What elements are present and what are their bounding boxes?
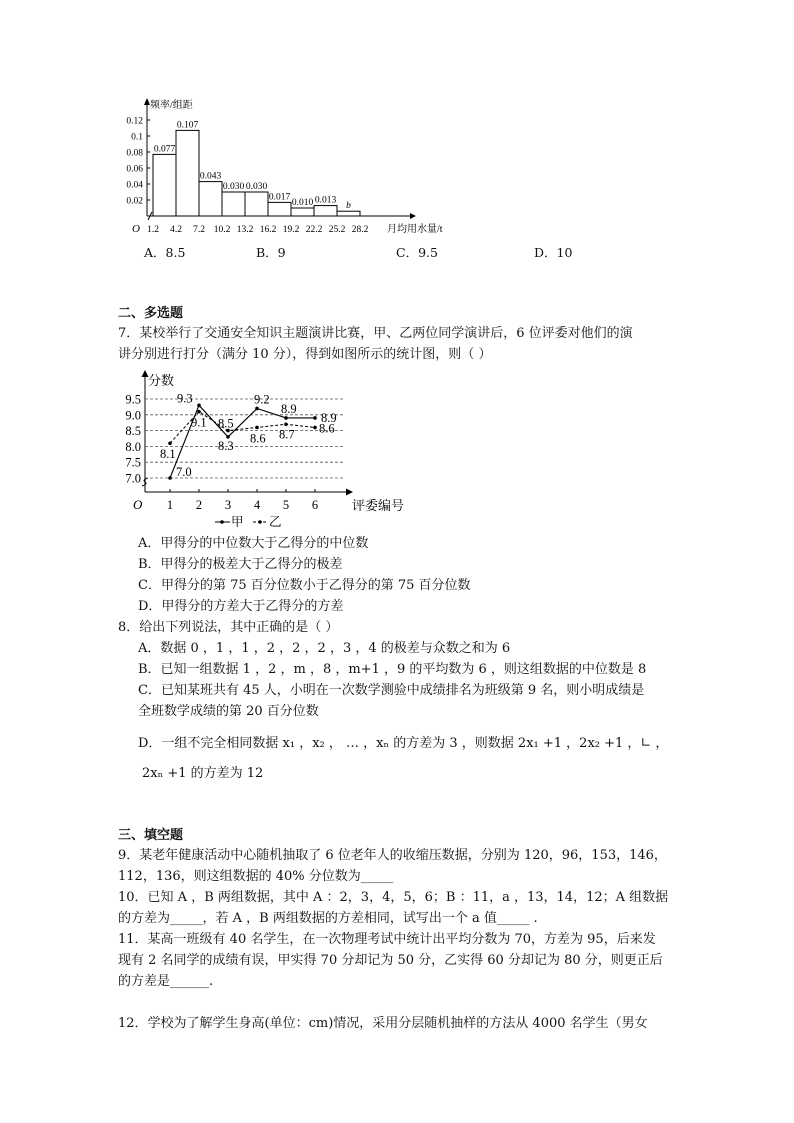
- x-axis-arrow: [346, 489, 353, 496]
- y-tick-label: 0.06: [126, 164, 143, 175]
- data-label-jia: 9.3: [177, 391, 193, 406]
- bar-value-label: 0.077: [153, 144, 176, 155]
- legend-marker-yi: [258, 520, 262, 524]
- q8-option-d-line2: 2xₙ +1 的方差为 12: [142, 766, 264, 781]
- x-tick-label: 1: [166, 498, 174, 512]
- x-tick-label: 6: [311, 498, 319, 512]
- score-line-chart: [112, 368, 412, 530]
- x-tick-label: 28.2: [351, 225, 369, 235]
- histogram-bar: [337, 211, 360, 216]
- q9-line2: 112，136，则这组数据的 40% 分位数为_____: [118, 869, 394, 884]
- q10-line2: 的方差为_____，若 A ，B 两组数据的方差相同，试写出一个 a 值_____ .: [118, 911, 538, 926]
- data-label-yi: 9.1: [191, 415, 207, 430]
- bar-value-label: 0.043: [199, 171, 222, 182]
- data-label-yi: 8.6: [319, 421, 335, 436]
- data-label-yi: 8.7: [279, 427, 295, 442]
- y-axis-label: 分数: [148, 373, 175, 388]
- q12-line1: 12．学校为了解学生身高(单位：cm)情况，采用分层随机抽样的方法从 4000 名学生（男女: [118, 1016, 648, 1031]
- y-tick-label: 9.5: [125, 392, 141, 407]
- y-tick-label: 0.02: [126, 196, 143, 207]
- histogram-chart: [110, 95, 450, 240]
- data-label-jia: 9.2: [254, 392, 270, 407]
- y-tick-label: 9.0: [125, 408, 141, 423]
- q7-option-c[interactable]: C．甲得分的第 75 百分位数小于乙得分的第 75 百分位数: [138, 578, 471, 593]
- q11-line2: 现有 2 名同学的成绩有误，甲实得 70 分却记为 50 分，乙实得 60 分却记为 80 分，则更正后: [118, 953, 663, 968]
- series-point-yi: [255, 426, 259, 430]
- y-tick-label: 0.04: [126, 180, 143, 191]
- series-point-yi: [313, 426, 317, 430]
- legend-marker-jia: [220, 520, 224, 524]
- q6-option-d[interactable]: D．10: [534, 245, 573, 260]
- origin-label: O: [133, 497, 143, 512]
- x-axis-label: 月均用水量/t: [387, 224, 443, 235]
- q8-option-d-line1[interactable]: D．一组不完全相同数据 x₁ ，x₂ ， … ，xₙ 的方差为 3 ，则数据 2x₁ +1 ，2x₂ +1 ，∟ ，: [138, 736, 669, 751]
- q7-option-d[interactable]: D．甲得分的方差大于乙得分的方差: [138, 599, 344, 614]
- q8-stem: 8．给出下列说法，其中正确的是（ ）: [118, 620, 339, 635]
- x-tick-label: 19.2: [282, 225, 300, 235]
- q7-option-a[interactable]: A．甲得分的中位数大于乙得分的中位数: [138, 536, 369, 551]
- q8-option-b[interactable]: B．已知一组数据 1 ，2 ，m ，8 ，m+1 ，9 的平均数为 6 ，则这组数据的中位数是 8: [138, 662, 647, 677]
- x-tick-label: 4: [253, 498, 261, 512]
- histogram-bar: [153, 154, 176, 216]
- x-tick-label: 4.2: [170, 225, 182, 235]
- series-point-yi: [197, 410, 201, 414]
- q8-option-a[interactable]: A．数据 0 ，1 ，1 ，2 ，2 ，2 ，3 ，4 的极差与众数之和为 6: [138, 641, 511, 656]
- x-tick-label: 5: [282, 498, 290, 512]
- bar-value-label: 0.107: [176, 120, 199, 131]
- bar-value-label: 0.017: [268, 192, 291, 203]
- x-tick-label: 3: [224, 498, 232, 512]
- histogram-bar: [199, 182, 222, 216]
- section-heading: 二、多选题: [118, 306, 184, 321]
- bar-value-label: 0.010: [291, 198, 314, 208]
- y-tick-label: 0.08: [126, 148, 143, 159]
- y-tick-label: 0.1: [131, 132, 143, 143]
- series-point-jia: [284, 416, 288, 420]
- legend-label-jia: 甲: [231, 515, 244, 529]
- histogram-bar: [245, 192, 268, 216]
- q7-option-b[interactable]: B．甲得分的极差大于乙得分的极差: [138, 557, 343, 572]
- x-tick-label: 25.2: [328, 225, 346, 235]
- x-tick-label: 7.2: [193, 225, 205, 235]
- q6-option-c[interactable]: C．9.5: [396, 245, 438, 260]
- x-tick-label: 2: [195, 498, 203, 512]
- bar-value-label: 0.030: [222, 182, 245, 192]
- data-label-yi: 8.1: [160, 447, 176, 462]
- q8-option-c-line1[interactable]: C．已知某班共有 45 人，小明在一次数学测验中成绩排名为班级第 9 名，则小明成绩是: [138, 683, 645, 698]
- data-label-jia: 8.3: [218, 438, 234, 453]
- q11-line1: 11．某高一班级有 40 名学生，在一次物理考试中统计出平均分数为 70，方差为 95，后来发: [118, 932, 656, 947]
- x-tick-label: 16.2: [259, 225, 277, 235]
- histogram-bar: [291, 208, 314, 216]
- histogram-bar: [176, 130, 199, 216]
- y-tick-label: 7.0: [125, 471, 141, 486]
- data-label-yi: 8.6: [250, 431, 266, 446]
- y-tick-label: 8.5: [125, 424, 141, 439]
- data-label-jia: 8.9: [321, 410, 337, 425]
- q6-option-b[interactable]: B．9: [256, 245, 286, 260]
- series-point-yi: [284, 422, 288, 426]
- series-point-jia: [197, 404, 201, 408]
- x-axis-label: 评委编号: [352, 498, 405, 513]
- section-heading-fill: 三、填空题: [118, 828, 184, 843]
- series-point-jia: [255, 407, 259, 411]
- legend-label-yi: 乙: [269, 515, 282, 529]
- x-tick-label: 1.2: [147, 225, 159, 235]
- histogram-bar: [268, 202, 291, 216]
- histogram-bar: [222, 192, 245, 216]
- q7-stem-line2: 讲分别进行打分（满分 10 分），得到如图所示的统计图，则（ ）: [118, 347, 492, 362]
- q11-line3: 的方差是______.: [118, 974, 214, 989]
- y-tick-label: 0.12: [126, 116, 143, 127]
- x-axis-arrow: [410, 213, 416, 219]
- q6-option-a[interactable]: A．8.5: [144, 245, 186, 260]
- x-tick-label: 10.2: [213, 225, 231, 235]
- x-tick-label: 13.2: [236, 225, 254, 235]
- bar-value-label: b: [346, 201, 351, 212]
- y-axis-label: 频率/组距: [150, 100, 193, 111]
- bar-value-label: 0.030: [245, 182, 268, 192]
- series-point-jia: [168, 476, 172, 480]
- q7-stem-line1: 7．某校举行了交通安全知识主题演讲比赛，甲、乙两位同学演讲后，6 位评委对他们的演: [118, 326, 633, 341]
- q10-line1: 10．已知 A ，B 两组数据，其中 A ：2，3，4，5，6；B ：11，a ，13，14，12；A 组数据: [118, 890, 669, 905]
- axis-break-mark: [142, 478, 148, 486]
- histogram-bar: [314, 206, 337, 216]
- series-point-jia: [313, 416, 317, 420]
- y-tick-label: 8.0: [125, 439, 141, 454]
- data-label-yi: 8.5: [218, 416, 234, 431]
- x-tick-label: 22.2: [305, 225, 323, 235]
- q8-option-c-line2: 全班数学成绩的第 20 百分位数: [138, 704, 319, 719]
- data-label-jia: 8.9: [281, 401, 297, 416]
- origin-label: O: [132, 223, 140, 235]
- q9-line1: 9．某老年健康活动中心随机抽取了 6 位老年人的收缩压数据，分别为 120，96，153，146，: [118, 848, 667, 863]
- data-label-jia: 7.0: [176, 465, 192, 479]
- series-point-yi: [168, 441, 172, 445]
- bar-value-label: 0.013: [314, 195, 337, 206]
- y-tick-label: 7.5: [125, 455, 141, 470]
